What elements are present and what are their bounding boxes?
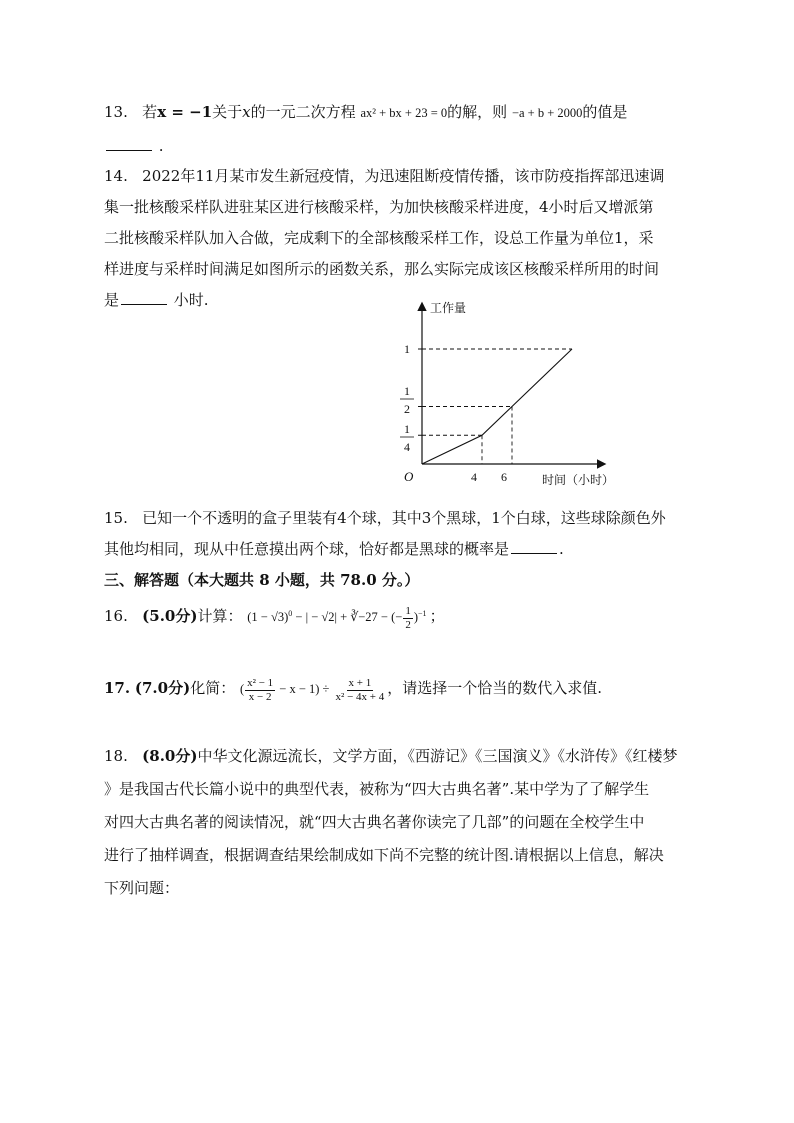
q16-number: 16. [104, 607, 128, 625]
section3-title: 三、解答题（本大题共 8 小题，共 78.0 分。） [104, 571, 420, 589]
q14-line5: 是 小时. [104, 291, 209, 309]
q16-expression: $(1 - √3)^0$ − | − √2| + ∛−27 − (− $\frac{1}{2}$ )$^{-1}$ [247, 604, 427, 631]
q13-condition: x = −1 [157, 103, 213, 121]
q18-line2: 》是我国古代长篇小说中的典型代表，被称为“四大古典名著”.某中学为了了解学生 [104, 780, 650, 798]
q15-number: 15. [104, 509, 128, 527]
y-tick-half-num: 1 [404, 384, 410, 398]
q18-number: 18. [104, 747, 128, 765]
q15-answer-blank[interactable] [511, 539, 557, 554]
q13-line2: . [104, 134, 164, 158]
q13-equation: ax² + bx + 23 = 0 [360, 106, 448, 120]
q15-line1: 15. 已知一个不透明的盒子里装有4个球，其中3个黑球，1个白球，这些球除颜色外 [104, 509, 666, 527]
q18-line4: 进行了抽样调查，根据调查结果绘制成如下尚不完整的统计图.请根据以上信息，解决 [104, 846, 664, 864]
q14-line2: 集一批核酸采样队进驻某区进行核酸采样，为加快核酸采样进度，4小时后又增派第 [104, 198, 654, 216]
q17-line: 17. (7.0分)化简： ( $\frac{\text{x² − 1}}{x - 2}$ − x − 1) ÷ $\frac{x + 1}{\text{x² − 4x + 4}}$ ，请选择一个恰当的数代入求值. [104, 676, 603, 703]
x-axis-label: 时间（小时） [542, 473, 615, 487]
q17-expression: ( $\frac{\text{x² − 1}}{x - 2}$ − x − 1) ÷ $\frac{x + 1}{\text{x² − 4x + 4}}$ [239, 676, 385, 703]
q15-line2: 其他均相同，现从中任意摸出两个球，恰好都是黑球的概率是 . [104, 540, 564, 558]
y-tick-quarter-den: 4 [404, 440, 410, 454]
x-tick-6: 6 [501, 470, 507, 484]
origin-label: O [404, 469, 414, 484]
y-tick-1: 1 [404, 342, 410, 356]
q14-number: 14. [104, 167, 128, 185]
q18-line3: 对四大古典名著的阅读情况，就“四大古典名著你读完了几部”的问题在全校学生中 [104, 813, 645, 831]
q18-line1: 18. (8.0分)中华文化源远流长，文学方面，《西游记》《三国演义》《水浒传》《红楼梦 [104, 747, 678, 765]
y-tick-half-den: 2 [404, 402, 410, 416]
q14-line1: 14. 2022年11月某市发生新冠疫情，为迅速阻断疫情传播，该市防疫指挥部迅速调 [104, 167, 665, 185]
q13-number: 13. [104, 103, 128, 121]
q14-line3: 二批核酸采样队加入合做，完成剩下的全部核酸采样工作，设总工作量为单位1，采 [104, 229, 654, 247]
q14-answer-blank[interactable] [121, 290, 167, 305]
work-time-graph [388, 290, 618, 490]
q16-line: 16. (5.0分)计算： $(1 - √3)^0$ − | − √2| + ∛−27 − (− $\frac{1}{2}$ )$^{-1}$ ； [104, 604, 445, 631]
y-tick-quarter-num: 1 [404, 422, 410, 436]
q17-number: 17. [104, 679, 131, 697]
q13-line1: 13. 若x = −1关于x的一元二次方程 ax² + bx + 23 = 0的解，则 −a + b + 2000的值是 [104, 103, 628, 121]
x-tick-4: 4 [471, 470, 477, 484]
q13-answer-blank[interactable] [106, 136, 152, 151]
q14-line4: 样进度与采样时间满足如图所示的函数关系，那么实际完成该区核酸采样所用的时间 [104, 260, 660, 278]
q18-line5: 下列问题： [104, 879, 180, 897]
q13-expression: −a + b + 2000 [511, 106, 583, 120]
y-axis-label: 工作量 [430, 301, 467, 315]
